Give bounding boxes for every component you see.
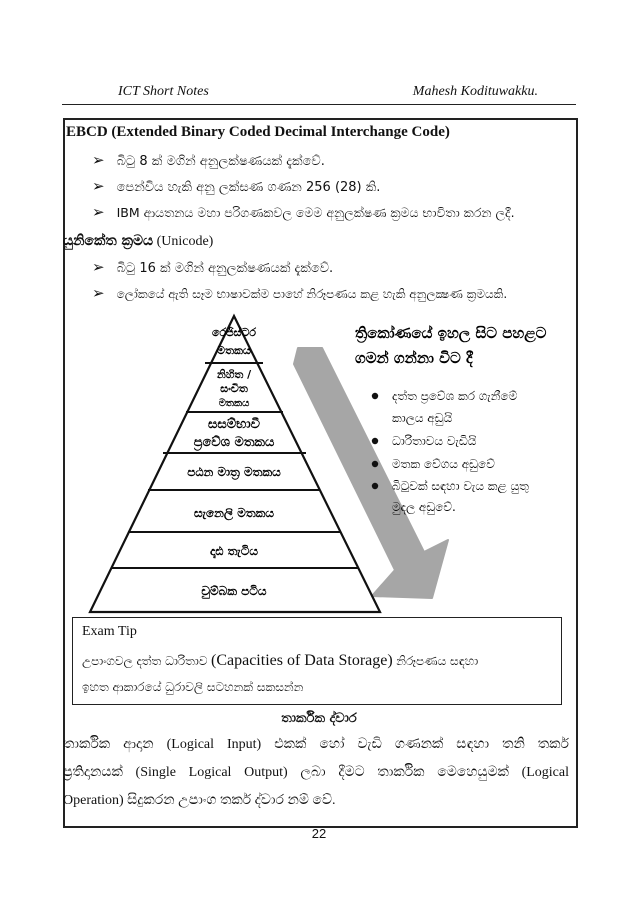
unicode-point-1: ➢ බිටු 16 ක් මගින් අනුලක්ෂණයක් දැක්වේ. bbox=[92, 260, 334, 276]
exam-tip-line-2: ඉහත ආකාරයේ ධුරාවලි සටහනක් සකසන්න bbox=[82, 680, 304, 694]
ebcd-point-1: ➢ බිටු 8 ක් මගින් අනුලක්ෂණයක් දැක්වේ. bbox=[92, 153, 325, 169]
diagram-bullet-1: දත්ත ප්‍රවේශ කර ගැනීමේ bbox=[392, 389, 518, 403]
level-1-label: මතකය bbox=[217, 344, 251, 357]
exam-tip-line-1: උපාංගවල දත්ත ධාරිතාව (Capacities of Data Storage) නිරූපණය සඳහා bbox=[82, 652, 479, 669]
diagram-bullet-4: බිටුවක් සඳහා වැය කළ යුතු bbox=[392, 479, 529, 493]
memory-hierarchy-diagram bbox=[0, 300, 638, 620]
ebcd-point-3: ➢ IBM ආයතනය මහා පරිගණකවල මෙම අනුලක්ෂණ ක්‍රමය භාවිතා කරන ලදී. bbox=[92, 205, 515, 221]
bullet-dot-icon bbox=[372, 461, 378, 467]
logic-line-2: ප්‍රතිදානයක් (Single Logical Output) ලබා දීමට තාර්කික මෙහෙයුමක් (Logical bbox=[63, 765, 569, 780]
logic-line-1: තාර්කික ආදාන (Logical Input) එකක් හෝ වැඩි ගණනක් සඳහා තනි තර්ක bbox=[63, 737, 569, 752]
level-7-label: චුම්බක පටිය bbox=[201, 584, 267, 598]
exam-tip-label: Exam Tip bbox=[82, 624, 137, 639]
bullet-dot-icon bbox=[372, 438, 378, 444]
level-3-label: සසම්භාවී bbox=[208, 417, 260, 432]
level-2-label: මතකය bbox=[218, 398, 250, 409]
level-2-label: නිහිත / bbox=[216, 368, 252, 381]
header-left: ICT Short Notes bbox=[118, 84, 209, 99]
diagram-heading: ගමන් ගන්නා විට දී bbox=[355, 349, 473, 367]
diagram-bullet-4: මුදල අඩුවේ. bbox=[392, 500, 456, 514]
downward-arrow bbox=[294, 348, 448, 598]
arrow-bullet-icon: ➢ bbox=[92, 179, 105, 195]
level-6-label: දෘඪ තැටිය bbox=[210, 544, 258, 558]
level-4-label: පඨන මාත්‍ර මතකය bbox=[187, 465, 281, 479]
header-rule bbox=[62, 104, 576, 105]
header-right: Mahesh Kodituwakku. bbox=[412, 84, 538, 99]
level-3-label: ප්‍රවේශ මතකය bbox=[193, 435, 275, 450]
bullet-dot-icon bbox=[372, 483, 378, 489]
arrow-bullet-icon: ➢ bbox=[92, 205, 105, 221]
logic-line-3: Operation) සිදුකරන උපාංග තර්ක ද්වාර නම් වේ. bbox=[63, 793, 336, 808]
page-number: 22 bbox=[311, 826, 327, 841]
ebcd-point-2: ➢ පෙන්විය හැකි අනු ලක්සණ ගණන 256 (28) කි. bbox=[92, 179, 381, 195]
arrow-bullet-icon: ➢ bbox=[92, 286, 105, 302]
level-1-label: රෙජිස්ටර bbox=[211, 326, 257, 339]
diagram-heading: ත්‍රිකෝණයේ ඉහල සිට පහළට bbox=[355, 324, 547, 342]
unicode-heading: යුනිකේත ක්‍රමය (Unicode) bbox=[63, 233, 214, 249]
logic-heading: තාර්කික ද්වාර bbox=[281, 711, 357, 726]
diagram-bullet-2: ධාරිතාවය වැඩියි bbox=[392, 434, 477, 448]
section-title: EBCD (Extended Binary Coded Decimal Interchange Code) bbox=[66, 124, 450, 140]
arrow-bullet-icon: ➢ bbox=[92, 153, 105, 169]
diagram-bullet-3: මතක වේගය අඩුවේ bbox=[392, 457, 495, 471]
level-5-label: සැනෙලි මතකය bbox=[194, 506, 274, 520]
arrow-bullet-icon: ➢ bbox=[92, 260, 105, 276]
bullet-dot-icon bbox=[372, 393, 378, 399]
unicode-point-2: ➢ ලෝකයේ ඇති සෑම භාෂාවක්ම පාහේ නිරූපණය කළ හැකි අනුලක්‍ෂණ ක්‍රමයකි. bbox=[92, 286, 508, 302]
level-2-label: සංචිත bbox=[220, 382, 248, 395]
diagram-bullet-1: කාලය අඩුයි bbox=[392, 411, 453, 425]
